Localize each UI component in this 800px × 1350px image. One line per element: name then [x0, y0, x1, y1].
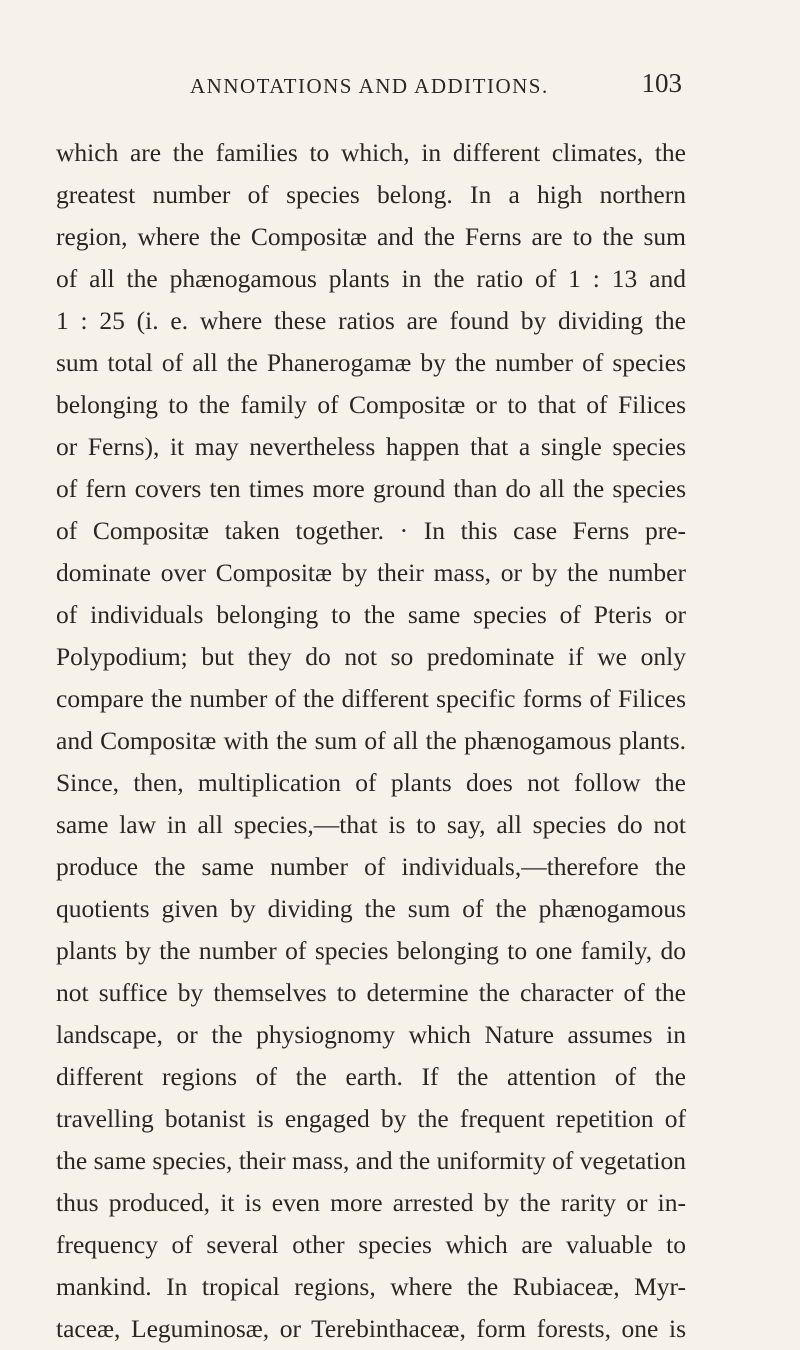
text-line: of Compositæ taken together. · In this case Ferns pre- — [56, 516, 686, 545]
text-line: not suffice by themselves to determine the character of the — [56, 978, 686, 1007]
text-line: sum total of all the Phanerogamæ by the number of species — [56, 348, 686, 377]
text-line: which are the families to which, in different climates, the — [56, 138, 686, 167]
text-line: of individuals belonging to the same species of Pteris or — [56, 600, 686, 629]
text-line: same law in all species,—that is to say, all species do not — [56, 810, 686, 839]
text-line: plants by the number of species belonging to one family, do — [56, 936, 686, 965]
text-line: quotients given by dividing the sum of the phænogamous — [56, 894, 686, 923]
text-line: Since, then, multiplication of plants does not follow the — [56, 768, 686, 797]
body-text — [56, 132, 686, 1350]
page-number: 103 — [641, 68, 682, 98]
text-line: mankind. In tropical regions, where the Rubiaceæ, Myr- — [56, 1272, 686, 1301]
text-line: region, where the Compositæ and the Ferns are to the sum — [56, 222, 686, 251]
text-line: the same species, their mass, and the uniformity of vegetation — [56, 1146, 686, 1175]
text-line: 1 : 25 (i. e. where these ratios are found by dividing the — [56, 306, 686, 335]
text-line: thus produced, it is even more arrested by the rarity or in- — [56, 1188, 686, 1217]
text-line: travelling botanist is engaged by the frequent repetition of — [56, 1104, 686, 1133]
text-line: taceæ, Leguminosæ, or Terebinthaceæ, form forests, one is — [56, 1314, 686, 1343]
text-line: different regions of the earth. If the attention of the — [56, 1062, 686, 1091]
text-line: or Ferns), it may nevertheless happen that a single species — [56, 432, 686, 461]
text-line: of all the phænogamous plants in the ratio of 1 : 13 and — [56, 264, 686, 293]
text-line: belonging to the family of Compositæ or to that of Filices — [56, 390, 686, 419]
text-line: produce the same number of individuals,—therefore the — [56, 852, 686, 881]
running-head: ANNOTATIONS AND ADDITIONS. — [190, 74, 549, 98]
text-line: and Compositæ with the sum of all the phænogamous plants. — [56, 726, 686, 755]
text-line: Polypodium; but they do not so predominate if we only — [56, 642, 686, 671]
text-line: landscape, or the physiognomy which Nature assumes in — [56, 1020, 686, 1049]
text-line: greatest number of species belong. In a high northern — [56, 180, 686, 209]
text-line: compare the number of the different specific forms of Filices — [56, 684, 686, 713]
text-line: frequency of several other species which are valuable to — [56, 1230, 686, 1259]
text-line: dominate over Compositæ by their mass, or by the number — [56, 558, 686, 587]
text-line: of fern covers ten times more ground than do all the species — [56, 474, 686, 503]
